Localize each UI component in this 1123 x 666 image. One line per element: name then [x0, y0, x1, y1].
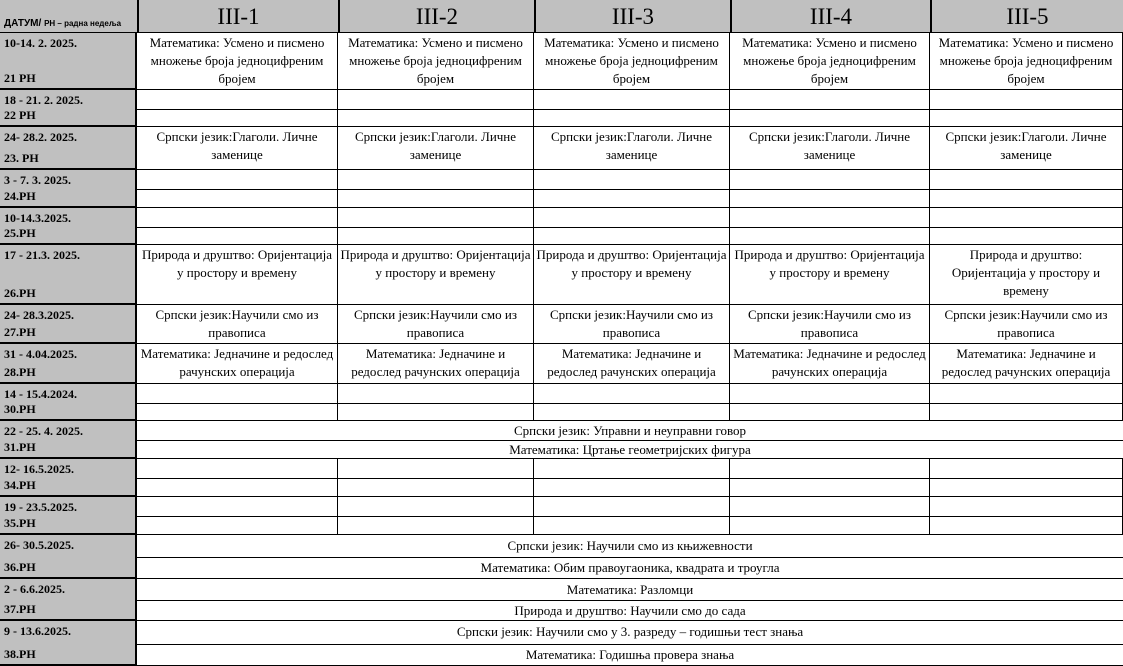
row-divider [137, 109, 337, 110]
row-divider [137, 227, 337, 228]
merged-topic-cell [137, 621, 1123, 666]
topic-cell [338, 497, 534, 535]
class-header-iii-2: III-2 [338, 0, 534, 33]
topic-cell [534, 90, 730, 127]
topic-cell [534, 208, 730, 245]
date-range: 10-14. 2. 2025. [4, 36, 77, 50]
topic-cell: Природа и друштво: Оријентација у простору и времену [730, 245, 930, 305]
week-note: РН – радна недеља [44, 19, 122, 28]
row-divider [338, 109, 533, 110]
row-divider [930, 109, 1122, 110]
topic-cell [930, 459, 1123, 497]
topic-cell [534, 384, 730, 421]
topic-cell [137, 497, 338, 535]
date-range: 18 - 21. 2. 2025. [4, 93, 83, 107]
topic-cell: Српски језик:Научили смо из правописа [730, 305, 930, 344]
date-cell [0, 33, 137, 90]
topic-cell [730, 90, 930, 127]
topic-cell: Математика: Једначине и редослед рачунских операција [730, 344, 930, 384]
topic-cell: Математика: Једначине и редослед рачунских операција [338, 344, 534, 384]
row-divider [730, 189, 929, 190]
date-range: 12- 16.5.2025. [4, 462, 74, 476]
row-divider [338, 189, 533, 190]
topic-cell: Српски језик:Глаголи. Личне заменице [137, 127, 338, 170]
date-cell [0, 579, 137, 621]
topic-cell [338, 384, 534, 421]
week-number: 30.РН [4, 402, 36, 416]
week-number: 28.РН [4, 365, 36, 379]
topic-cell [730, 497, 930, 535]
row-divider [930, 516, 1122, 517]
topic-cell [338, 90, 534, 127]
week-number: 25.РН [4, 226, 36, 240]
row-divider [338, 516, 533, 517]
date-range: 17 - 21.3. 2025. [4, 248, 80, 262]
topic-line: Српски језик: Научили смо у 3. разреду – годишњи тест знања [456, 624, 804, 640]
topic-cell: Математика: Усмено и писмено множење броја једноцифреним бројем [534, 33, 730, 90]
date-range: 9 - 13.6.2025. [4, 624, 71, 638]
week-number: 27.РН [4, 325, 36, 339]
row-divider [137, 478, 337, 479]
topic-cell: Српски језик:Научили смо из правописа [338, 305, 534, 344]
topic-cell [930, 384, 1123, 421]
row-divider [338, 478, 533, 479]
date-range: 22 - 25. 4. 2025. [4, 424, 83, 438]
date-range: 10-14.3.2025. [4, 211, 71, 225]
date-range: 2 - 6.6.2025. [4, 582, 65, 596]
row-divider [137, 600, 1123, 601]
date-range: 31 - 4.04.2025. [4, 347, 77, 361]
row-divider [137, 516, 337, 517]
topic-cell: Математика: Једначине и редослед рачунских операција [930, 344, 1123, 384]
row-divider [730, 227, 929, 228]
topic-line: Математика: Разломци [566, 581, 694, 597]
topic-cell [338, 459, 534, 497]
row-divider [338, 403, 533, 404]
date-cell [0, 170, 137, 208]
row-divider [534, 109, 729, 110]
row-divider [730, 109, 929, 110]
row-divider [930, 189, 1122, 190]
week-number: 24.РН [4, 189, 36, 203]
date-range: 24- 28.2. 2025. [4, 130, 77, 144]
date-cell [0, 621, 137, 666]
date-cell [0, 421, 137, 459]
topic-cell [930, 170, 1123, 208]
date-range: 24- 28.3.2025. [4, 308, 74, 322]
topic-cell: Математика: Једначине и редослед рачунских операција [137, 344, 338, 384]
topic-cell [338, 208, 534, 245]
topic-cell [930, 497, 1123, 535]
class-header-iii-3: III-3 [534, 0, 730, 33]
topic-cell [534, 170, 730, 208]
topic-cell [137, 459, 338, 497]
row-divider [930, 403, 1122, 404]
date-label: ДАТУМ/ [4, 18, 42, 29]
topic-cell: Српски језик:Глаголи. Личне заменице [930, 127, 1123, 170]
row-divider [137, 189, 337, 190]
topic-cell [730, 384, 930, 421]
week-number: 34.РН [4, 478, 36, 492]
class-header-iii-1: III-1 [137, 0, 338, 33]
topic-cell [730, 208, 930, 245]
topic-cell [930, 208, 1123, 245]
topic-cell: Природа и друштво: Оријентација у простору и времену [534, 245, 730, 305]
row-divider [137, 440, 1123, 441]
week-number: 23. РН [4, 151, 39, 165]
week-number: 21 РН [4, 71, 36, 85]
row-divider [534, 516, 729, 517]
row-divider [338, 227, 533, 228]
merged-topic-cell [137, 421, 1123, 459]
week-number: 26.РН [4, 286, 36, 300]
topic-cell: Математика: Усмено и писмено множење броја једноцифреним бројем [338, 33, 534, 90]
topic-cell: Српски језик:Глаголи. Личне заменице [338, 127, 534, 170]
topic-cell: Српски језик:Научили смо из правописа [137, 305, 338, 344]
date-range: 26- 30.5.2025. [4, 538, 74, 552]
merged-topic-cell [137, 535, 1123, 579]
date-cell [0, 497, 137, 535]
topic-cell: Математика: Усмено и писмено множење броја једноцифреним бројем [930, 33, 1123, 90]
merged-topic-cell [137, 579, 1123, 621]
topic-cell: Природа и друштво: Оријентација у простору и времену [338, 245, 534, 305]
date-cell [0, 90, 137, 127]
date-cell [0, 305, 137, 344]
topic-cell [137, 170, 338, 208]
topic-line: Математика: Обим правоугаоника, квадрата и троугла [480, 560, 780, 575]
row-divider [930, 227, 1122, 228]
topic-cell: Природа и друштво: Оријентација у простору и времену [930, 245, 1123, 305]
date-cell [0, 208, 137, 245]
topic-cell [137, 208, 338, 245]
row-divider [730, 516, 929, 517]
date-cell [0, 245, 137, 305]
topic-cell [534, 459, 730, 497]
week-number: 22 РН [4, 108, 36, 122]
topic-cell [730, 459, 930, 497]
row-divider [930, 478, 1122, 479]
topic-cell [137, 90, 338, 127]
date-range: 3 - 7. 3. 2025. [4, 173, 71, 187]
topic-cell: Математика: Једначине и редослед рачунских операција [534, 344, 730, 384]
row-divider [137, 644, 1123, 645]
topic-cell: Српски језик:Научили смо из правописа [534, 305, 730, 344]
week-number: 36.РН [4, 560, 36, 574]
class-header-iii-5: III-5 [930, 0, 1123, 33]
topic-line: Математика: Цртање геометријских фигура [509, 441, 751, 457]
date-cell [0, 459, 137, 497]
topic-cell: Српски језик:Глаголи. Личне заменице [730, 127, 930, 170]
row-divider [730, 478, 929, 479]
date-range: 19 - 23.5.2025. [4, 500, 77, 514]
row-divider [730, 403, 929, 404]
topic-line: Српски језик: Научили смо из књижевности [507, 538, 753, 553]
topic-line: Математика: Годишња провера знања [525, 646, 735, 662]
topic-cell: Српски језик:Научили смо из правописа [930, 305, 1123, 344]
topic-cell [930, 90, 1123, 127]
topic-cell [137, 384, 338, 421]
date-cell [0, 535, 137, 579]
topic-cell: Природа и друштво: Оријентација у простору и времену [137, 245, 338, 305]
week-number: 38.РН [4, 647, 36, 661]
row-divider [534, 403, 729, 404]
topic-line: Природа и друштво: Научили смо до сада [514, 602, 746, 618]
date-header-cell [0, 0, 137, 33]
topic-cell [534, 497, 730, 535]
week-number: 35.РН [4, 516, 36, 530]
date-cell [0, 384, 137, 421]
topic-cell: Српски језик:Глаголи. Личне заменице [534, 127, 730, 170]
week-number: 37.РН [4, 602, 36, 616]
date-range: 14 - 15.4.2024. [4, 387, 77, 401]
topic-cell: Математика: Усмено и писмено множење броја једноцифреним бројем [730, 33, 930, 90]
row-divider [534, 227, 729, 228]
row-divider [534, 189, 729, 190]
row-divider [137, 557, 1123, 558]
row-divider [534, 478, 729, 479]
topic-cell [338, 170, 534, 208]
topic-line: Српски језик: Управни и неуправни говор [513, 422, 747, 438]
class-header-iii-4: III-4 [730, 0, 930, 33]
topic-cell [730, 170, 930, 208]
date-cell [0, 344, 137, 384]
row-divider [137, 403, 337, 404]
topic-cell: Математика: Усмено и писмено множење броја једноцифреним бројем [137, 33, 338, 90]
week-number: 31.РН [4, 440, 36, 454]
date-cell [0, 127, 137, 170]
